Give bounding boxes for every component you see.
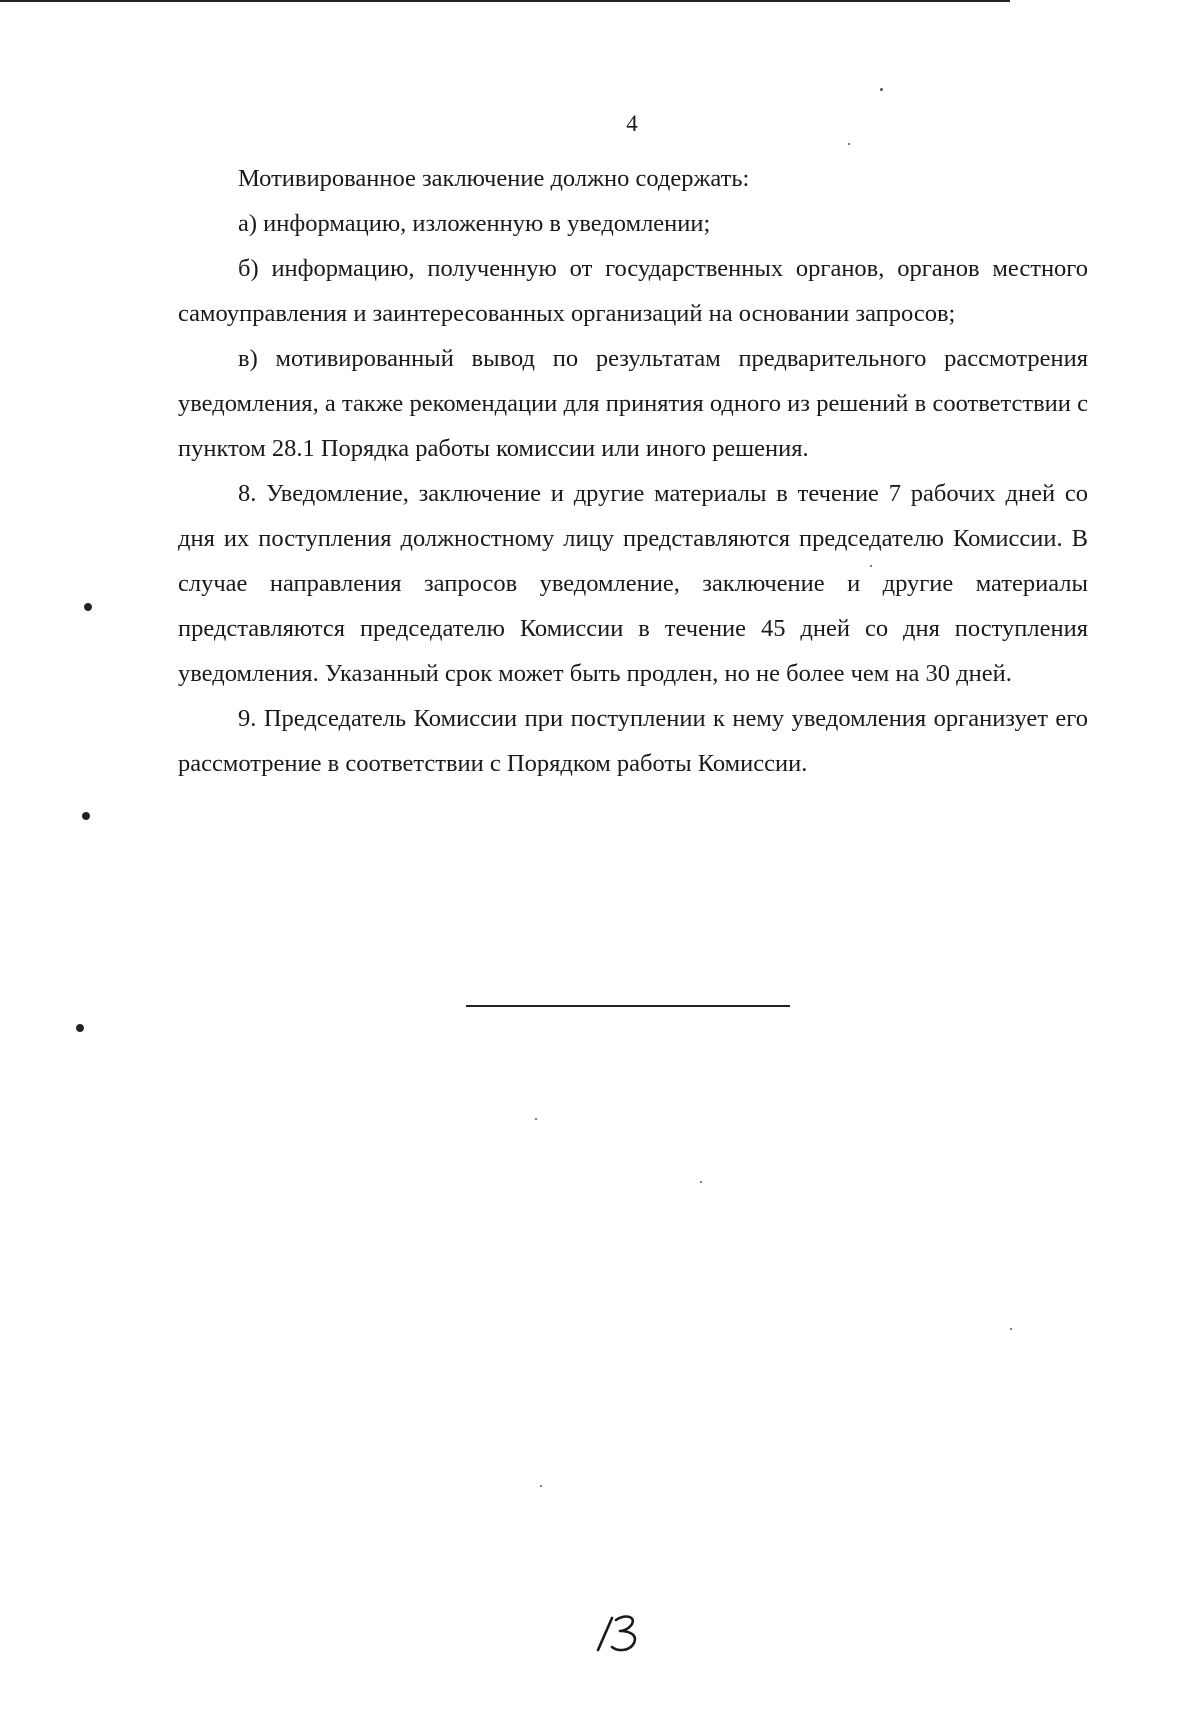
scan-speck	[880, 88, 883, 91]
document-body	[178, 156, 1088, 786]
handwritten-folio-mark	[590, 1612, 650, 1654]
item-c-paragraph: в) мотивированный вывод по результатам предварительного рассмотрения уведомления, а также рекомендации для принятия одного из решений в соответствии с пунктом 28.1 Порядка работы комиссии или иного решения.	[178, 345, 1088, 462]
binding-punch-mark	[84, 603, 92, 611]
scan-speck	[848, 143, 850, 145]
scan-speck	[535, 1118, 537, 1120]
page-number: 4	[626, 111, 638, 136]
scan-speck	[540, 1485, 542, 1487]
binding-punch-mark	[76, 1024, 84, 1032]
scan-top-edge	[0, 0, 1010, 2]
intro-paragraph: Мотивированное заключение должно содержать:	[238, 165, 750, 192]
item-9-paragraph: 9. Председатель Комиссии при поступлении к нему уведомления организует его рассмотрение в соответствии с Порядком работы Комиссии.	[178, 705, 1088, 777]
binding-punch-mark	[82, 812, 90, 820]
scan-speck	[1010, 1328, 1012, 1330]
scan-speck	[870, 565, 872, 567]
item-a-paragraph: а) информацию, изложенную в уведомлении;	[238, 210, 711, 237]
scan-speck	[700, 1181, 702, 1183]
item-b-paragraph: б) информацию, полученную от государственных органов, органов местного самоуправления и заинтересованных организаций на основании запросов;	[178, 255, 1088, 327]
item-8-paragraph: 8. Уведомление, заключение и другие материалы в течение 7 рабочих дней со дня их поступления должностному лицу представляются председателю Комиссии. В случае направления запросов уведомление, заключение и другие материалы представляются председателю Комиссии в течение 45 дней со дня поступления уведомления. Указанный срок может быть продлен, но не более чем на 30 дней.	[178, 480, 1088, 687]
end-separator-line	[466, 1005, 790, 1007]
